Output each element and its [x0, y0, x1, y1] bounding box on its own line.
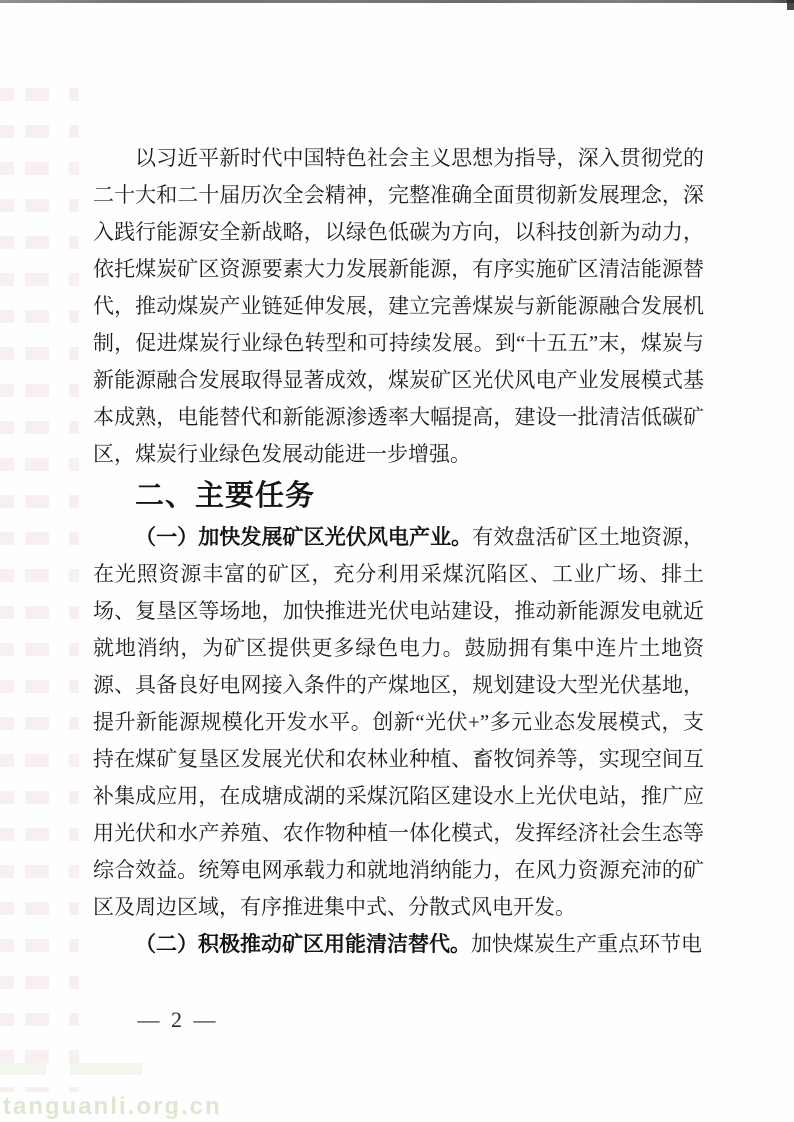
page-number: — 2 —	[137, 1007, 219, 1032]
scan-edge-line	[0, 0, 794, 3]
erased-watermark-residue	[0, 88, 14, 1092]
intro-paragraph	[93, 140, 704, 473]
scan-corner-mark	[787, 0, 794, 10]
erased-watermark-residue	[69, 88, 79, 1092]
document-body	[93, 140, 704, 963]
paragraph-lead: （二）积极推动矿区用能清洁替代。	[135, 932, 471, 956]
paragraph-text: 以习近平新时代中国特色社会主义思想为指导，深入贯彻党的二十大和二十届历次全会精神，完整准确全面贯彻新发展理念，深入践行能源安全新战略，以绿色低碳为方向，以科技创新为动力，依托煤炭矿区资源要素大力发展新能源，有序实施矿区清洁能源替代，推动煤炭产业链延伸发展，建立完善煤炭与新能源融合发展机制，促进煤炭行业绿色转型和可持续发展。到“十五五”末，煤炭与新能源融合发展取得显著成效，煤炭矿区光伏风电产业发展模式基本成熟，电能替代和新能源渗透率大幅提高，建设一批清洁低碳矿区，煤炭行业绿色发展动能进一步增强。	[93, 146, 704, 466]
paragraph-lead: （一）加快发展矿区光伏风电产业。	[135, 525, 473, 549]
section-heading: 二、主要任务	[135, 480, 316, 512]
site-watermark: tanguanli.org.cn	[3, 1093, 222, 1120]
erased-watermark-residue	[25, 88, 49, 1092]
paragraph-text: 有效盘活矿区土地资源，在光照资源丰富的矿区，充分利用采煤沉陷区、工业广场、排土场、复垦区等场地，加快推进光伏电站建设，推动新能源发电就近就地消纳，为矿区提供更多绿色电力。鼓励拥有集中连片土地资源、具备良好电网接入条件的产煤地区，规划建设大型光伏基地，提升新能源规模化开发水平。创新“光伏+”多元业态发展模式，支持在煤矿复垦区发展光伏和农林业种植、畜牧饲养等，实现空间互补集成应用，在成塘成湖的采煤沉陷区建设水上光伏电站，推广应用光伏和水产养殖、农作物种植一体化模式，发挥经济社会生态等综合效益。统筹电网承载力和就地消纳能力，在风力资源充沛的矿区及周边区域，有序推进集中式、分散式风电开发。	[93, 525, 705, 919]
watermark-fragment	[70, 1063, 142, 1075]
watermark-fragment	[0, 1063, 46, 1075]
task-paragraph-1	[93, 519, 704, 926]
task-paragraph-2	[93, 926, 704, 963]
paragraph-text: 加快煤炭生产重点环节电	[471, 932, 702, 956]
